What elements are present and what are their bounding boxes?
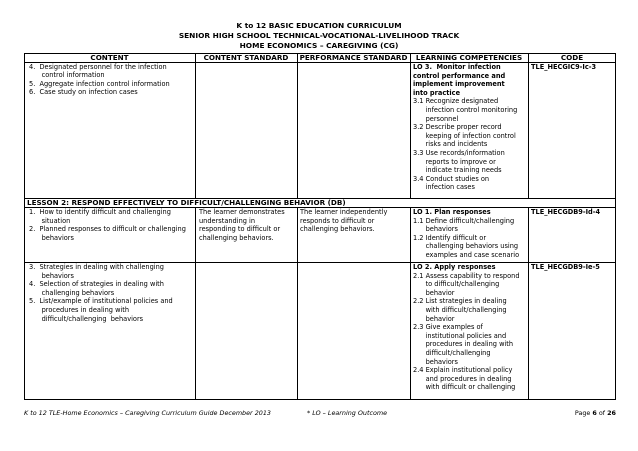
competency-item: infection cases <box>413 183 475 192</box>
content-item: behaviors <box>29 271 74 280</box>
page-total: 26 <box>607 409 616 417</box>
page-number <box>575 409 616 417</box>
competency-item: 2.1 Assess capability to respond <box>413 271 520 280</box>
performance-standard-text: challenging behaviors. <box>300 225 375 234</box>
competency-item: risks and incidents <box>413 140 488 149</box>
col-divider <box>410 53 411 198</box>
competency-item: 3.2 Describe proper record <box>413 123 502 132</box>
competency-item: with difficult/challenging <box>413 306 507 314</box>
competency-item: 2.3 Give examples of <box>413 323 483 332</box>
content-item: situation <box>29 216 71 225</box>
content-item: control information <box>29 71 105 80</box>
col-divider <box>410 207 411 400</box>
competency-item: 3.4 Conduct studies on <box>413 174 490 183</box>
content-standard-text: challenging behaviors. <box>199 233 274 242</box>
competency-item: behavior <box>413 288 455 297</box>
competency-item: 2.2 List strategies in dealing <box>413 297 507 306</box>
competency-item: indicate training needs <box>413 166 502 175</box>
competency-item: behaviors <box>413 357 458 366</box>
footer-lo-note: * LO – Learning Outcome <box>307 409 388 417</box>
competency-item: behavior <box>413 314 455 323</box>
competency-item: infection control monitoring <box>413 106 518 114</box>
competency-item: into practice <box>413 88 461 97</box>
col-divider <box>195 207 196 400</box>
competency-item: implement improvement <box>413 80 505 89</box>
content-standard-text: responding to difficult or <box>199 225 281 234</box>
competency-item: difficult/challenging <box>413 349 491 357</box>
content-item: 4. Selection of strategies in dealing with <box>29 280 164 289</box>
page-prefix: Page <box>574 409 593 417</box>
competency-item: challenging behaviors using <box>413 242 519 251</box>
col-divider <box>297 207 298 400</box>
col-header-performance-standard: PERFORMANCE STANDARD <box>299 53 408 62</box>
content-item: difficult/challenging behaviors <box>29 314 144 323</box>
competency-item: 3.3 Use records/information <box>413 149 505 157</box>
competency-item: 2.4 Explain institutional policy <box>413 366 513 375</box>
performance-standard-text: responds to difficult or <box>300 216 375 225</box>
content-item: behaviors <box>29 233 74 242</box>
page-current: 6 <box>592 409 597 417</box>
competency-item: LO 2. Apply responses <box>413 263 496 271</box>
content-item: 5. Aggregate infection control information <box>29 79 170 88</box>
competency-item: personnel <box>413 114 459 123</box>
content-item: 4. Designated personnel for the infection <box>29 63 167 71</box>
competency-item: 3.1 Recognize designated <box>413 97 499 106</box>
competency-item: reports to improve or <box>413 157 496 166</box>
competency-item: and procedures in dealing <box>413 374 512 383</box>
content-item: challenging behaviors <box>29 288 115 297</box>
doc-title-line1: K to 12 BASIC EDUCATION CURRICULUM <box>236 21 402 30</box>
competency-item: procedures in dealing with <box>413 340 514 349</box>
competency-item: LO 1. Plan responses <box>413 208 491 216</box>
competency-item: to difficult/challenging <box>413 280 500 289</box>
competency-item: control performance and <box>413 71 506 80</box>
code-cell: TLE_HECGDB9-Ie-5 <box>531 263 600 271</box>
col-divider <box>528 53 529 198</box>
col-header-content-standard: CONTENT STANDARD <box>203 53 289 62</box>
col-divider <box>297 53 298 198</box>
competency-item: keeping of infection control <box>413 131 516 140</box>
content-item: 1. How to identify difficult and challenging <box>29 208 171 216</box>
code-cell: TLE_HECGIC9-Ic-3 <box>531 63 597 71</box>
doc-title-line3: HOME ECONOMICS – CAREGIVING (CG) <box>239 41 399 50</box>
doc-title-line2: SENIOR HIGH SCHOOL TECHNICAL-VOCATIONAL-LIVELIHOOD TRACK <box>178 31 460 40</box>
col-header-code: CODE <box>560 53 584 62</box>
competency-item: institutional policies and <box>413 331 507 340</box>
competency-item: LO 3. Monitor infection <box>413 63 501 71</box>
competency-item: with difficult or challenging <box>413 383 516 392</box>
competency-item: examples and case scenario <box>413 251 520 259</box>
col-divider <box>528 207 529 400</box>
content-item: 5. List/example of institutional policies and <box>29 297 173 306</box>
competency-item: 1.1 Define difficult/challenging <box>413 216 515 225</box>
code-cell: TLE_HECGDB9-Id-4 <box>531 208 601 216</box>
content-item: 3. Strategies in dealing with challenging <box>29 263 164 271</box>
page-of: of <box>596 409 608 417</box>
content-item: 2. Planned responses to difficult or challenging <box>29 225 186 234</box>
col-divider <box>195 53 196 198</box>
competency-item: 1.2 Identify difficult or <box>413 233 487 242</box>
performance-standard-text: The learner independently <box>300 208 388 216</box>
col-header-content: CONTENT <box>90 53 129 62</box>
content-standard-text: The learner demonstrates <box>199 208 285 216</box>
col-header-learning-competencies: LEARNING COMPETENCIES <box>415 53 523 62</box>
content-item: 6. Case study on infection cases <box>29 88 138 97</box>
footer-guide-title: K to 12 TLE-Home Economics – Caregiving Curriculum Guide December 2013 <box>24 409 271 417</box>
content-standard-text: understanding in <box>199 216 256 225</box>
lesson-heading: LESSON 2: RESPOND EFFECTIVELY TO DIFFICULT/CHALLENGING BEHAVIOR (DB) <box>27 198 346 207</box>
competency-item: behaviors <box>413 225 458 234</box>
content-item: procedures in dealing with <box>29 306 130 314</box>
